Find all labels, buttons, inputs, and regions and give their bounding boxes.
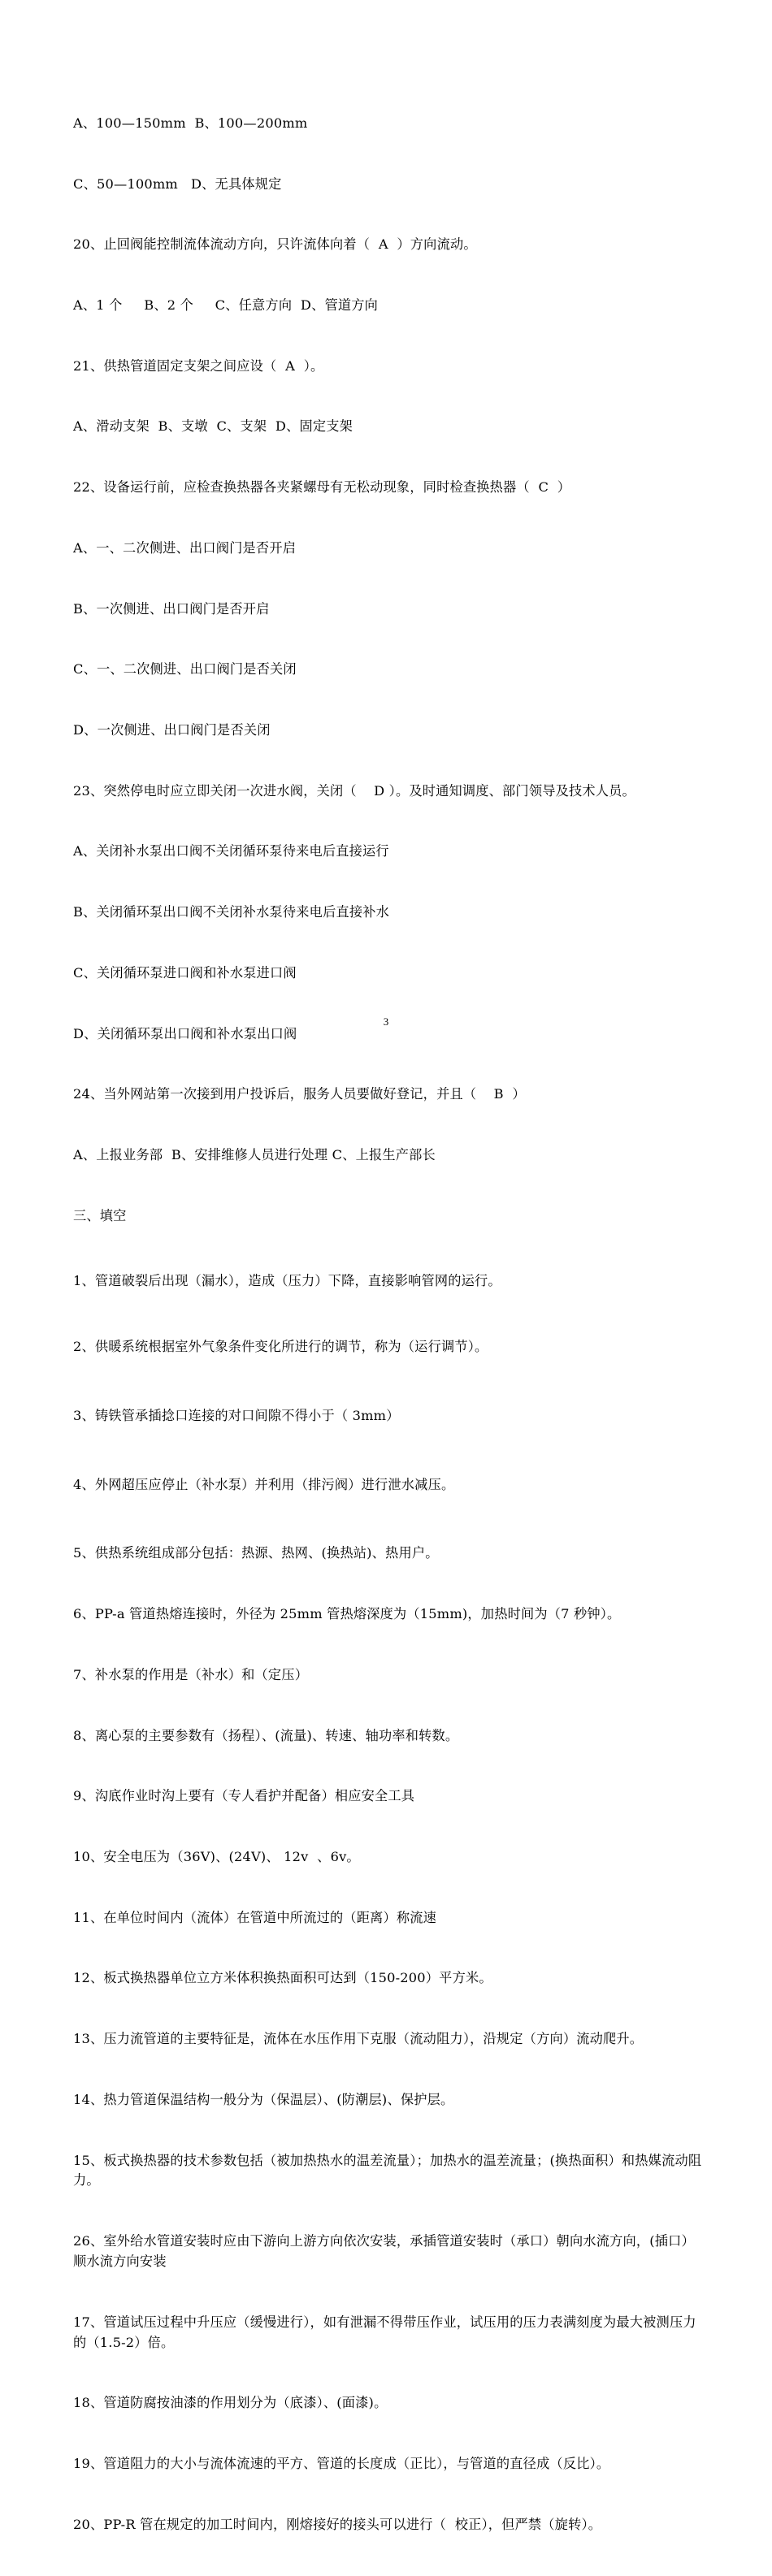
- fill-blank-line: 12、板式换热器单位立方米体积换热面积可达到（150-200）平方米。: [73, 1970, 492, 1986]
- question-line: 23、突然停电时应立即关闭一次进水阀，关闭（ D ）。及时通知调度、部门领导及技术人员。: [73, 782, 635, 799]
- text-line: C、关闭循环泵进口阀和补水泵进口阀: [73, 964, 297, 981]
- text-line: A、一、二次侧进、出口阀门是否开启: [73, 539, 297, 556]
- fill-blank-line: 10、安全电压为（36V)、(24V)、 12v 、6v。: [73, 1848, 360, 1864]
- fill-blank-line: 6、PP-a 管道热熔连接时，外径为 25mm 管热熔深度为（15mm)，加热时间为（7 秒钟）。: [73, 1606, 621, 1622]
- text-line: D、一次侧进、出口阀门是否关闭: [73, 722, 271, 738]
- fill-blank-line: 20、PP-R 管在规定的加工时间内，刚熔接好的接头可以进行（ 校正），但严禁（旋转）。: [73, 2516, 602, 2532]
- fill-blank-line: 2、供暖系统根据室外气象条件变化所进行的调节，称为（运行调节）。: [73, 1339, 488, 1355]
- fill-blank-line: 18、管道防腐按油漆的作用划分为（底漆）、(面漆)。: [73, 2395, 388, 2411]
- text-line: C、50—100mm D、无具体规定: [73, 175, 282, 192]
- fill-blank-line: 26、室外给水管道安装时应由下游向上游方向依次安装，承插管道安装时（承口）朝向水流方向，(插口）顺水流方向安装: [73, 2233, 695, 2270]
- fill-blank-line: 9、沟底作业时沟上要有（专人看护并配备）相应安全工具: [73, 1788, 415, 1804]
- text-line: A、上报业务部 B、安排维修人员进行处理 C、上报生产部长: [73, 1147, 436, 1163]
- fill-blank-line: 3、铸铁管承插捻口连接的对口间隙不得小于（ 3mm）: [73, 1407, 400, 1423]
- text-line: D、关闭循环泵出口阀和补水泵出口阀: [73, 1025, 297, 1041]
- fill-blank-line: 19、管道阻力的大小与流体流速的平方、管道的长度成（正比），与管道的直径成（反比）。: [73, 2456, 610, 2472]
- question-line: 22、设备运行前，应检查换热器各夹紧螺母有无松动现象，同时检查换热器（ C ）: [73, 479, 571, 496]
- section-heading: 三、填空: [73, 1207, 127, 1223]
- text-line: A、1 个 B、2 个 C、任意方向 D、管道方向: [73, 297, 379, 313]
- text-line: A、滑动支架 B、支墩 C、支架 D、固定支架: [73, 418, 353, 435]
- fill-blank-line: 1、管道破裂后出现（漏水），造成（压力）下降，直接影响管网的运行。: [73, 1273, 501, 1289]
- fill-blank-line: 17、管道试压过程中升压应（缓慢进行），如有泄漏不得带压作业，试压用的压力表满刻度为最大被测压力的（1.5-2）倍。: [73, 2314, 696, 2350]
- fill-blank-line: 15、板式换热器的技术参数包括（被加热热水的温差流量）；加热水的温差流量；(换热面积）和热媒流动阻力。: [73, 2152, 702, 2189]
- text-line: A、100—150mm B、100—200mm: [73, 115, 308, 131]
- question-line: 21、供热管道固定支架之间应设（ A ）。: [73, 357, 324, 374]
- text-line: B、关闭循环泵出口阀不关闭补水泵待来电后直接补水: [73, 904, 390, 920]
- text-line: C、一、二次侧进、出口阀门是否关闭: [73, 661, 297, 678]
- fill-blank-line: 13、压力流管道的主要特征是，流体在水压作用下克服（流动阻力），沿规定（方向）流动爬升。: [73, 2031, 644, 2047]
- fill-blank-line: 8、离心泵的主要参数有（扬程）、(流量)、转速、轴功率和转数。: [73, 1727, 459, 1743]
- question-line: 20、止回阀能控制流体流动方向，只许流体向着（ A ）方向流动。: [73, 236, 477, 253]
- text-line: B、一次侧进、出口阀门是否开启: [73, 600, 270, 617]
- fill-blank-line: 5、供热系统组成部分包括：热源、热网、(换热站)、热用户。: [73, 1545, 439, 1561]
- text-line: A、关闭补水泵出口阀不关闭循环泵待来电后直接运行: [73, 843, 389, 859]
- fill-blank-line: 4、外网超压应停止（补水泵）并利用（排污阀）进行泄水减压。: [73, 1476, 455, 1492]
- fill-blank-line: 11、在单位时间内（流体）在管道中所流过的（距离）称流速: [73, 1909, 437, 1925]
- fill-blank-line: 7、补水泵的作用是（补水）和（定压）: [73, 1666, 309, 1682]
- document-body: [73, 73, 707, 2576]
- fill-blank-line: 14、热力管道保温结构一般分为（保温层）、(防潮层)、保护层。: [73, 2091, 454, 2107]
- page-number: 3: [383, 1015, 389, 1028]
- question-line: 24、当外网站第一次接到用户投诉后，服务人员要做好登记，并且（ B ）: [73, 1086, 526, 1102]
